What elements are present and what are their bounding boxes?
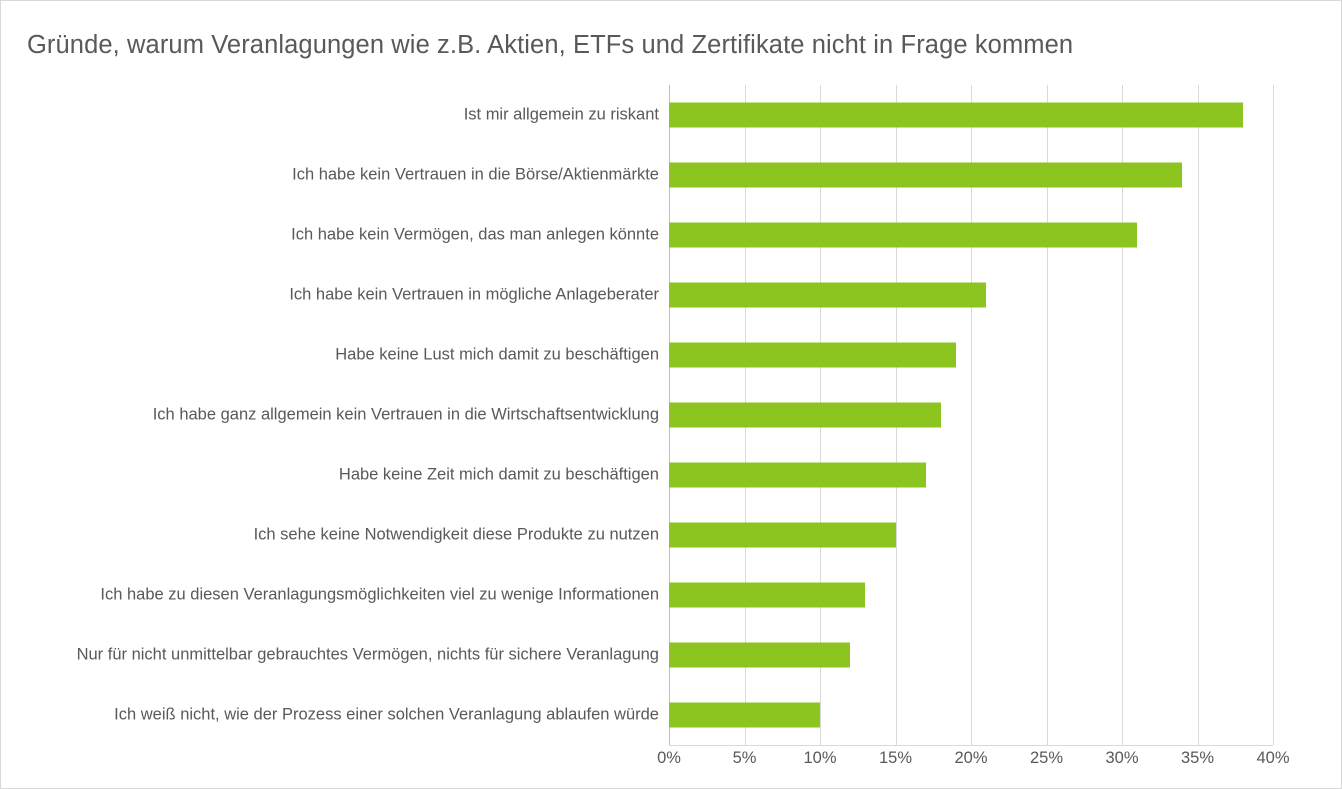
bar-row: [338, 445, 1273, 505]
bar: [669, 583, 865, 608]
x-tick-label: 30%: [1105, 749, 1139, 767]
x-axis-line: [669, 745, 1273, 746]
x-tick-label: 15%: [878, 749, 913, 767]
x-tick-label: 40%: [1256, 749, 1290, 767]
x-tick-label: 10%: [803, 749, 837, 767]
bar: [669, 343, 956, 368]
bar-row: [291, 205, 1273, 265]
bar: [669, 463, 926, 488]
bar: [669, 103, 1243, 128]
bar: [669, 403, 941, 428]
bar: [669, 223, 1137, 248]
category-label: Nur für nicht unmittelbar gebrauchtes Vermögen, nichts für sichere Veranlagung: [76, 645, 659, 664]
bar: [669, 643, 850, 668]
x-tick-label: 0%: [657, 749, 681, 767]
bar: [669, 283, 986, 308]
bar-row: [253, 505, 1273, 565]
x-tick-label: 35%: [1180, 749, 1215, 767]
bar-row: [463, 85, 1273, 145]
x-axis-tick-labels: [657, 749, 1290, 777]
bar-series: [76, 85, 1273, 745]
chart-title: Gründe, warum Veranlagungen wie z.B. Aktien, ETFs und Zertifikate nicht in Frage kommen: [27, 31, 1074, 59]
plot-area: [76, 85, 1273, 745]
bar-row: [100, 565, 1273, 625]
bar-row: [289, 265, 1273, 325]
category-label: Ist mir allgemein zu riskant: [463, 105, 659, 124]
category-label: Ich weiß nicht, wie der Prozess einer solchen Veranlagung ablaufen würde: [114, 705, 659, 724]
category-label: Habe keine Zeit mich damit zu beschäftigen: [338, 465, 659, 484]
x-tick-label: 20%: [954, 749, 988, 767]
bar-row: [152, 385, 1273, 445]
category-label: Ich habe kein Vertrauen in die Börse/Aktienmärkte: [292, 165, 659, 184]
bar-row: [76, 625, 1273, 685]
category-label: Habe keine Lust mich damit zu beschäftigen: [335, 345, 659, 364]
bar-row: [114, 685, 1273, 745]
category-label: Ich habe ganz allgemein kein Vertrauen in die Wirtschaftsentwicklung: [152, 405, 659, 424]
x-tick-label: 25%: [1029, 749, 1064, 767]
category-label: Ich habe zu diesen Veranlagungsmöglichkeiten viel zu wenige Informationen: [100, 585, 659, 604]
category-label: Ich sehe keine Notwendigkeit diese Produkte zu nutzen: [253, 525, 659, 544]
bar-row: [292, 145, 1273, 205]
bar: [669, 523, 896, 548]
category-label: Ich habe kein Vermögen, das man anlegen könnte: [291, 225, 659, 244]
category-label: Ich habe kein Vertrauen in mögliche Anlageberater: [289, 285, 659, 304]
x-tick-label: 5%: [732, 749, 757, 767]
bar: [669, 163, 1182, 188]
bar: [669, 703, 820, 728]
bar-row: [335, 325, 1273, 385]
gridline: [1273, 85, 1274, 745]
